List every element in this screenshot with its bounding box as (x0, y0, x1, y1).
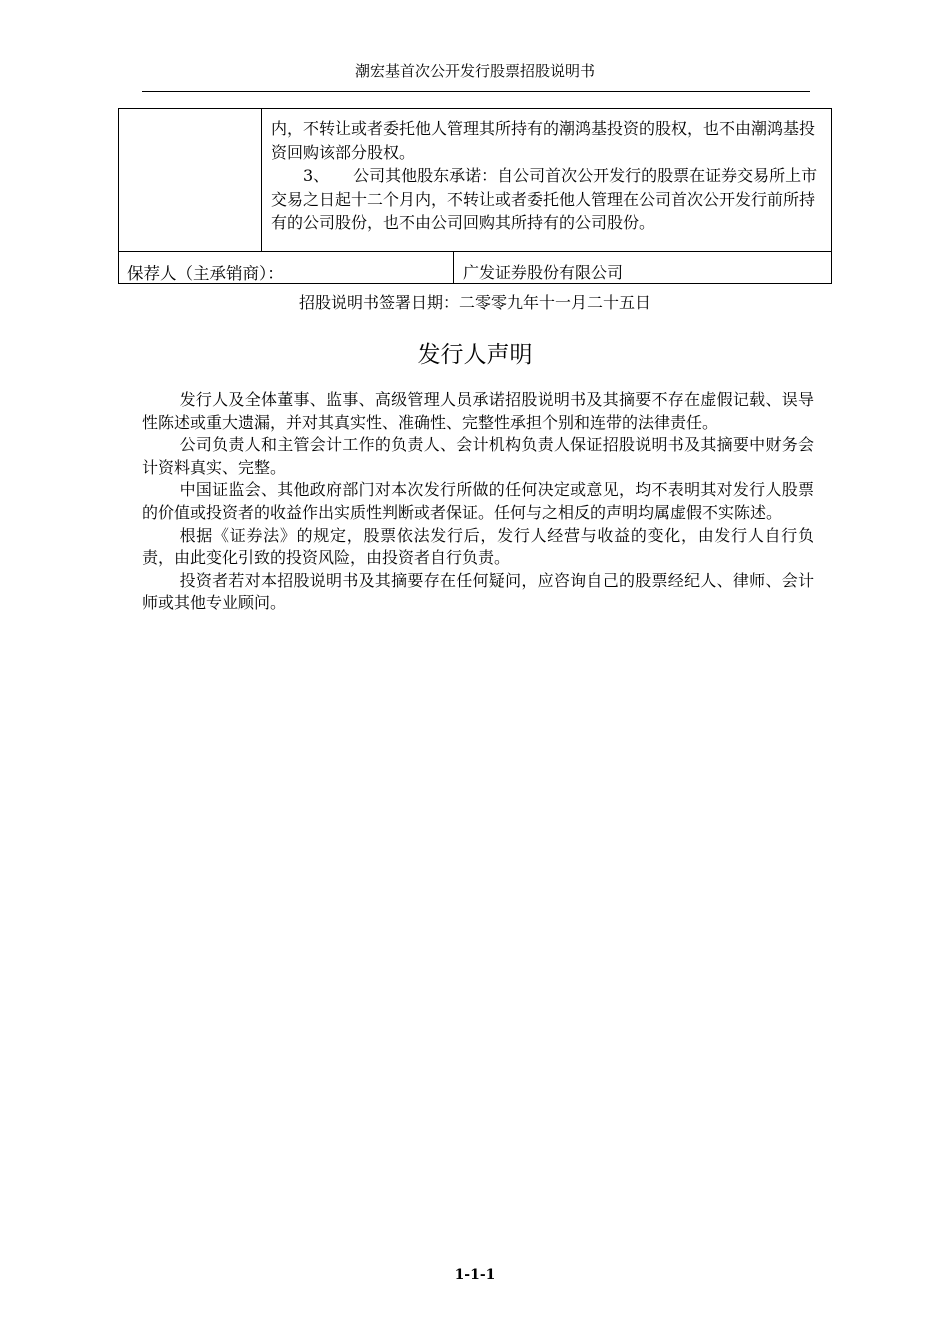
declaration-paragraph: 投资者若对本招股说明书及其摘要存在任何疑问，应咨询自己的股票经纪人、律师、会计师或其他专业顾问。 (142, 570, 814, 613)
commitment-continued-text: 内，不转让或者委托他人管理其所持有的潮鸿基投资的股权，也不由潮鸿基投资回购该部分股权。 (271, 119, 816, 162)
page-number: 1-1-1 (454, 1267, 496, 1283)
header-divider (142, 91, 810, 92)
commitment-item-3: 3、 公司其他股东承诺：自公司首次公开发行的股票在证券交易所上市交易之日起十二个月内，不转让或者委托他人管理在公司首次公开发行前所持有的公司股份，也不由公司回购其所持有的公司股份。 (271, 166, 818, 232)
signing-date-value: 二零零九年十一月二十五日 (459, 293, 652, 312)
table-column-divider (261, 109, 262, 251)
document-header-title: 潮宏基首次公开发行股票招股说明书 (354, 62, 595, 80)
table-column-divider (453, 251, 454, 283)
declaration-paragraph: 发行人及全体董事、监事、高级管理人员承诺招股说明书及其摘要不存在虚假记载、误导性陈述或重大遗漏，并对其真实性、准确性、完整性承担个别和连带的法律责任。 (142, 390, 814, 432)
declaration-paragraph: 公司负责人和主管会计工作的负责人、会计机构负责人保证招股说明书及其摘要中财务会计资料真实、完整。 (142, 435, 814, 477)
offering-summary-table (118, 108, 832, 284)
declaration-paragraph: 中国证监会、其他政府部门对本次发行所做的任何决定或意见，均不表明其对发行人股票的价值或投资者的收益作出实质性判断或者保证。任何与之相反的声明均属虚假不实陈述。 (142, 480, 814, 522)
signing-date-label: 招股说明书签署日期： (298, 293, 459, 312)
declaration-paragraph: 根据《证券法》的规定，股票依法发行后，发行人经营与收益的变化，由发行人自行负责，由此变化引致的投资风险，由投资者自行负责。 (142, 525, 814, 568)
signing-date-line (0, 290, 950, 313)
issuer-declaration-title: 发行人声明 (417, 342, 533, 368)
sponsor-label: 保荐人（主承销商）： (127, 264, 284, 283)
sponsor-value: 广发证券股份有限公司 (463, 263, 624, 282)
table-row-divider (119, 251, 831, 252)
lockup-commitment-cell (271, 117, 827, 235)
issuer-declaration-body (142, 389, 814, 615)
